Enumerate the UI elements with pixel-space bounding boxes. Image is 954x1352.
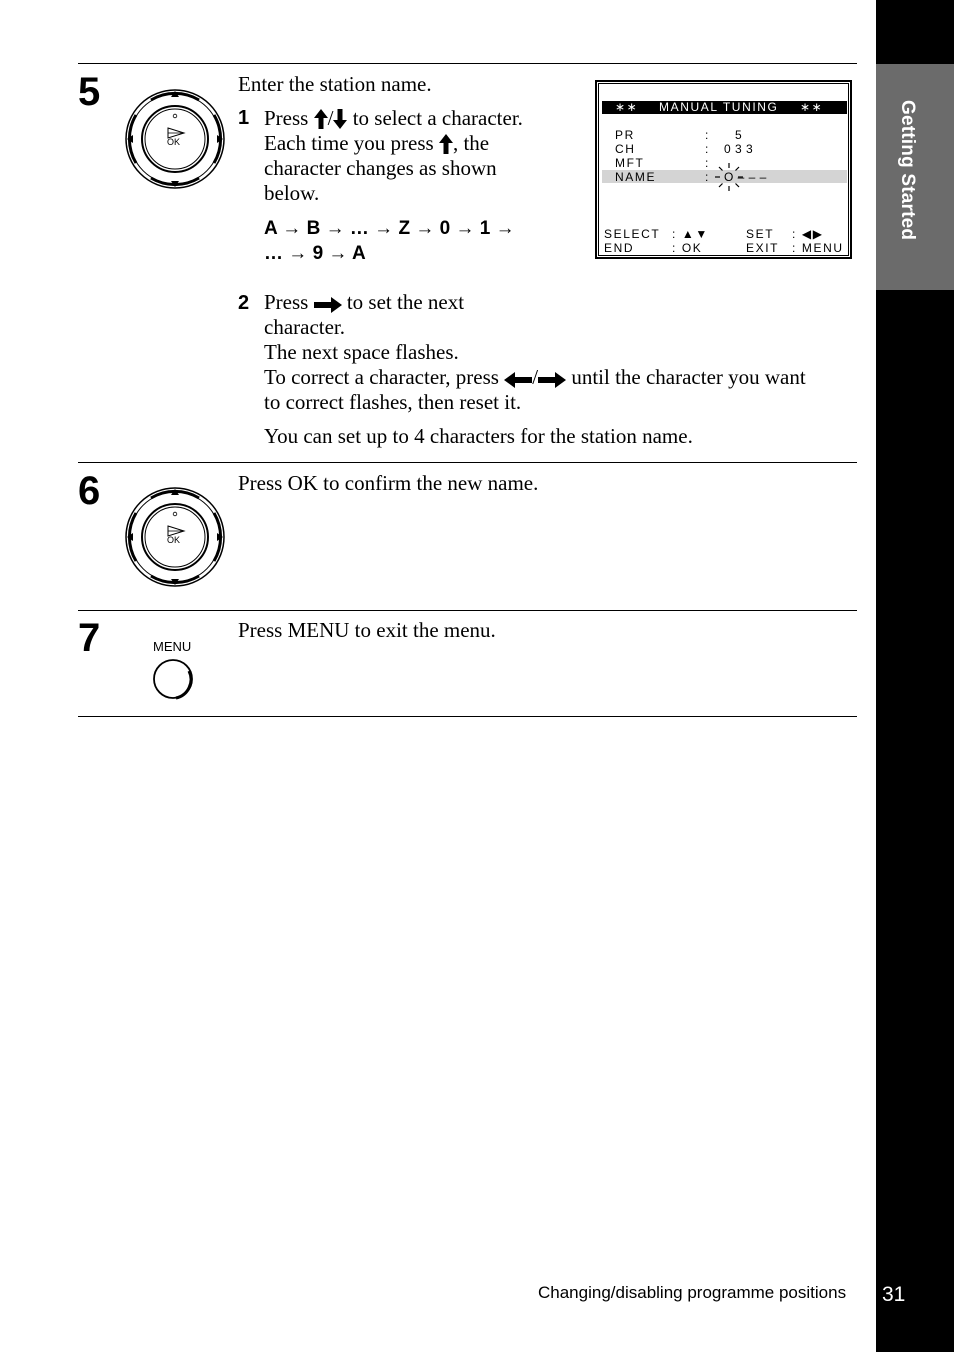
osd-title: MANUAL TUNING — [659, 100, 779, 114]
footer-section-title: Changing/disabling programme positions — [538, 1283, 847, 1302]
arrow-left-icon — [504, 372, 532, 388]
substep-number: 2 — [238, 292, 250, 314]
character-sequence: A → B → … → Z → 0 → 1 → — [264, 218, 515, 239]
substep-text: Press to set the next — [264, 290, 465, 314]
step-number: 6 — [78, 469, 101, 513]
osd-row-label: MFT — [615, 156, 645, 170]
osd-row-value: 0 3 3 — [724, 142, 754, 156]
menu-button-icon — [152, 658, 196, 702]
osd-title-star: ∗∗ — [615, 100, 639, 114]
substep-text: Press / to select a character. — [264, 106, 523, 130]
osd-exit-value: : MENU — [792, 241, 844, 255]
arrow-right-icon — [314, 297, 342, 313]
arrow-down-icon — [333, 109, 347, 129]
arrow-right-icon — [538, 372, 566, 388]
substep-text: character changes as shown — [264, 156, 497, 180]
osd-select-label: SELECT — [604, 227, 661, 241]
substep-text: Each time you press , the — [264, 131, 490, 155]
step-number: 5 — [78, 70, 101, 114]
osd-end-value: : OK — [672, 241, 703, 255]
divider — [78, 462, 857, 463]
osd-colon: : — [705, 156, 710, 170]
step-text: Press MENU to exit the menu. — [238, 618, 496, 642]
menu-label: MENU — [153, 639, 192, 654]
osd-end-label: END — [604, 241, 635, 255]
step-text: Press OK to confirm the new name. — [238, 471, 539, 495]
step-intro: Enter the station name. — [238, 72, 432, 96]
osd-set-label: SET — [746, 227, 775, 241]
flash-burst-icon — [714, 162, 744, 192]
substep-text: to correct flashes, then reset it. — [264, 390, 522, 414]
osd-select-value: : ▲▼ — [672, 227, 709, 241]
ok-label: OK — [167, 137, 181, 147]
page-number: 31 — [882, 1283, 906, 1306]
arrow-up-icon — [439, 134, 453, 154]
substep-number: 1 — [238, 107, 250, 129]
osd-colon: : — [705, 128, 710, 142]
divider — [78, 63, 857, 64]
ok-label: OK — [167, 535, 181, 545]
osd-set-value: : ◀▶ — [792, 227, 824, 241]
step-number: 7 — [78, 616, 101, 660]
osd-colon: : — [705, 170, 710, 184]
substep-text: To correct a character, press / until the character you want — [264, 365, 806, 389]
osd-title-star: ∗∗ — [800, 100, 824, 114]
osd-row-label: NAME — [615, 170, 657, 184]
substep-text: The next space flashes. — [264, 340, 459, 364]
osd-row-value: O – – – — [724, 170, 767, 184]
osd-exit-label: EXIT — [746, 241, 780, 255]
osd-row-label: CH — [615, 142, 636, 156]
divider — [78, 610, 857, 611]
step-note: You can set up to 4 characters for the station name. — [264, 424, 693, 448]
divider — [78, 716, 857, 717]
osd-colon: : — [705, 142, 710, 156]
osd-row-label: PR — [615, 128, 635, 142]
character-sequence: … → 9 → A — [264, 243, 366, 264]
osd-row-value: 5 — [735, 128, 744, 142]
substep-text: character. — [264, 315, 346, 339]
section-label: Getting Started — [897, 100, 918, 241]
arrow-up-icon — [314, 109, 328, 129]
substep-text: below. — [264, 181, 320, 205]
